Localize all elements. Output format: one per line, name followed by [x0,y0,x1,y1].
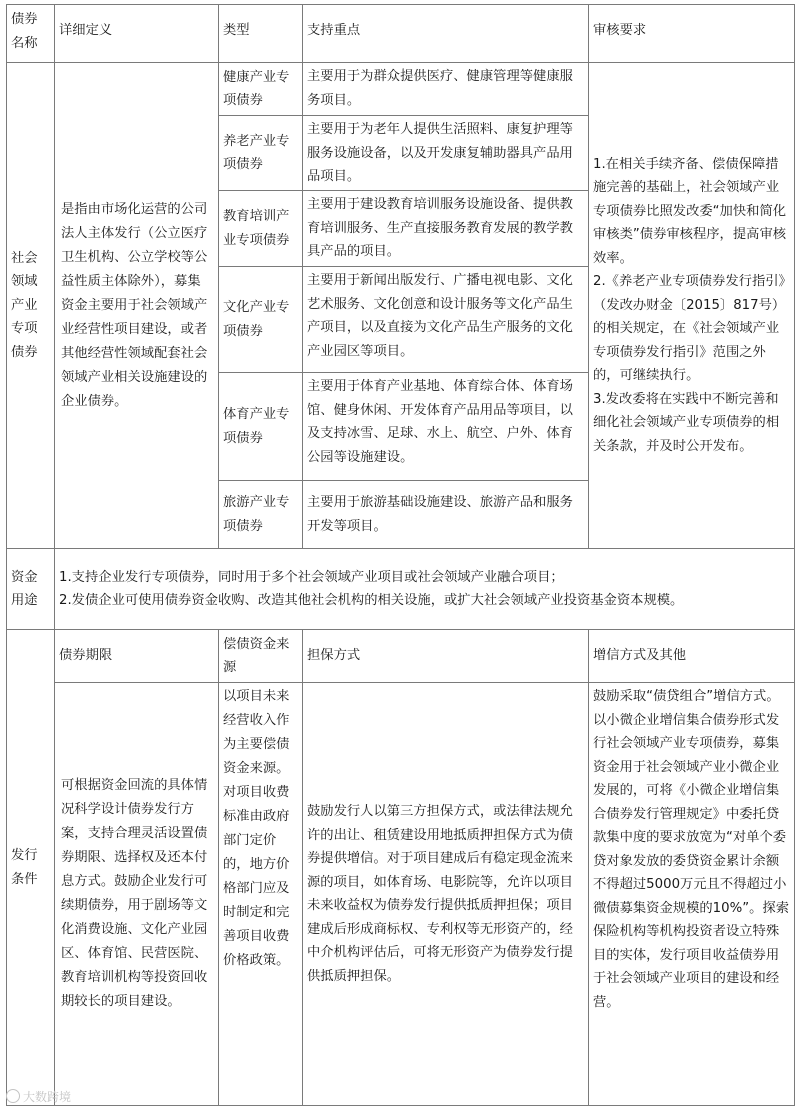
review-requirements [589,63,794,548]
issuance-label-text: 发行条件 [11,848,38,887]
watermark [6,1089,71,1105]
type-education [219,191,302,266]
issuance-credit: 鼓励采取“债贷组合”增信方式。以小微企业增信集合债券形式发行社会领域产业专项债券，募集资金用于社会领域产业小微企业发展的，可将《小微企业增信集合债券发行管理规定》中委托贷款集中度的要求放宽为“对单个委贷对象发放的委贷资金累计余额不得超过5000万元且不得超过小微债募集资金规模的10%”。探索保险机构等机构投资者设立特殊目的实体，发行项目收益债券用于社会领域产业项目的建设和经营。 [593,689,790,1010]
header-type: 类型 [223,23,250,38]
focus-elderly: 主要用于为老年人提供生活照料、康复护理等服务设施设备，以及开发康复辅助器具产品用品项目。 [307,122,573,184]
issuance-header-term [55,630,218,682]
header-definition: 详细定义 [59,23,113,38]
issuance-header-guarantee-text: 担保方式 [307,648,361,664]
table-border-bottom [6,1105,795,1106]
focus-culture: 主要用于新闻出版发行、广播电视电影、文化艺术服务、文化创意和设计服务等文化产品生产项目，以及直接为文化产品生产服务的文化产业园区等项目。 [307,273,573,359]
type-education-name: 教育培训产业专项债券 [223,209,290,248]
issuance-header-credit [589,630,794,682]
review-item-3: 3.发改委将在实践中不断完善和细化社会领域产业专项债券的相关条款，并及时公开发布。 [593,391,780,454]
focus-sports: 主要用于体育产业基地、体育综合体、体育场馆、健身休闲、开发体育产品用品等项目，以及支持冰雪、足球、水上、航空、户外、体育公园等设施建设。 [307,379,573,465]
type-culture-name: 文化产业专项债券 [223,300,290,339]
focus-tourism [303,481,588,548]
issuance-term [55,683,218,1105]
header-review: 审核要求 [593,23,647,38]
issuance-term-text: 可根据资金回流的具体情况科学设计债券发行方案，支持合理灵活设置债券期限、选择权及还本付息方式。鼓励企业发行可续期债券，用于剧场等文化消费设施、文化产业园区、体育馆、民营医院、教育培训机构等投资回收期较长的项目建设。 [61,778,208,1009]
social-bond-name [7,63,54,548]
issuance-source: 以项目未来经营收入作为主要偿债资金来源。对项目收费标准由政府部门定价的，地方价格部门应及时制定和完善项目收费价格政策。 [223,689,290,968]
watermark-text: 大数跨境 [23,1090,72,1104]
header-bond-name: 债券名称 [11,12,38,51]
type-elderly-name: 养老产业专项债券 [223,133,290,172]
type-health [219,63,302,115]
review-item-1: 1.在相关手续齐备、偿债保障措施完善的基础上，社会领域产业专项债券比照发改委“加快和简化审核类”债券审核程序，提高审核效率。 [593,156,787,266]
table-border-right [794,4,795,1106]
header-focus: 支持重点 [307,23,361,38]
type-elderly [219,116,302,190]
issuance-header-credit-text: 增信方式及其他 [593,648,687,664]
type-sports [219,373,302,480]
type-tourism [219,481,302,548]
issuance-header-term-text: 债券期限 [59,648,113,664]
issuance-guarantee-text: 鼓励发行人以第三方担保方式，或法律法规允许的出让、租赁建设用地抵质押担保方式为债券提供增信。对于项目建成后有稳定现金流来源的项目，如体育场、电影院等，允许以项目未来收益权为债券发行提供抵质押担保；项目建成后形成商标权、专利权等无形资产的，经中介机构评估后，可将无形资产为债券发行提供抵质押担保。 [307,804,573,984]
social-bond-definition [55,63,218,548]
funds-use-content [55,549,794,629]
focus-tourism-text: 主要用于旅游基础设施建设、旅游产品和服务开发等项目。 [307,495,573,534]
watermark-logo-icon [6,1089,20,1103]
funds-use-line-1: 1.支持企业发行专项债券，同时用于多个社会领域产业项目或社会领域产业融合项目； [59,569,564,585]
type-health-name: 健康产业专项债券 [223,69,290,108]
funds-use-list [59,566,683,613]
focus-health: 主要用于为群众提供医疗、健康管理等健康服务项目。 [307,69,573,108]
issuance-header-source-text: 偿债资金来源 [223,636,290,675]
issuance-header-guarantee [303,630,588,682]
issuance-label [7,630,54,1105]
funds-use-label-text: 资金用途 [11,569,38,608]
issuance-header-source [219,630,302,682]
social-bond-name-text: 社会领域产业专项债券 [11,250,38,360]
type-sports-name: 体育产业专项债券 [223,407,290,446]
issuance-guarantee [303,683,588,1105]
type-tourism-name: 旅游产业专项债券 [223,495,290,534]
funds-use-line-2: 2.发债企业可使用债券资金收购、改造其他社会机构的相关设施，或扩大社会领域产业投资基金资本规模。 [59,593,684,608]
funds-use-label [7,549,54,629]
social-bond-definition-text: 是指由市场化运营的公司法人主体发行（公立医疗卫生机构、公立学校等公益性质主体除外），募集资金主要用于社会领域产业经营性项目建设，或者其他经营性领域配套社会领域产业相关设施建设的企业债券。 [61,201,208,409]
focus-education: 主要用于建设教育培训服务设施设备、提供教育培训服务、生产直接服务教育发展的教学教具产品的项目。 [307,197,573,259]
type-culture [219,267,302,372]
review-list [593,153,790,459]
review-item-2: 2.《养老产业专项债券发行指引》（发改办财金〔2015〕817号）的相关规定，在《社会领域产业专项债券发行指引》范围之外的，可继续执行。 [593,274,786,384]
